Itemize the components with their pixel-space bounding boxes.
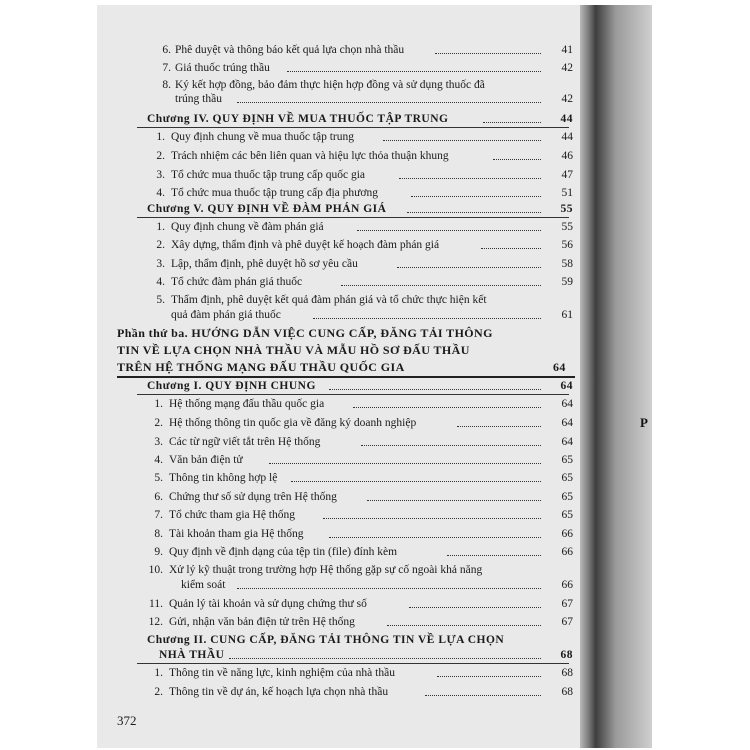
dot-leader bbox=[383, 130, 541, 141]
dot-leader bbox=[435, 43, 541, 54]
entry-title: Tổ chức mua thuốc tập trung cấp quốc gia bbox=[171, 169, 366, 181]
dot-leader bbox=[493, 149, 541, 160]
entry-page: 42 bbox=[561, 93, 573, 105]
entry-page: 65 bbox=[561, 472, 573, 484]
entry-number: 5. bbox=[156, 294, 165, 306]
entry-title-line2: trúng thầu bbox=[175, 93, 222, 105]
entry-title: Ký kết hợp đồng, bảo đảm thực hiện hợp đồng và sử dụng thuốc đã bbox=[175, 79, 485, 91]
entry-page: 56 bbox=[561, 239, 573, 251]
entry-page: 51 bbox=[561, 187, 573, 199]
entry-page: 66 bbox=[561, 528, 573, 540]
chapter-page: 55 bbox=[560, 203, 573, 215]
chapter-title-line2: NHÀ THẦU bbox=[159, 649, 225, 661]
chapter-rule bbox=[137, 663, 569, 664]
entry-number: 3. bbox=[154, 436, 163, 448]
entry-number: 4. bbox=[154, 454, 163, 466]
dot-leader bbox=[457, 416, 541, 427]
entry-number: 1. bbox=[156, 131, 165, 143]
dot-leader bbox=[357, 220, 541, 231]
entry-page: 61 bbox=[561, 309, 573, 321]
entry-page: 67 bbox=[561, 616, 573, 628]
dot-leader bbox=[481, 238, 541, 249]
part-rule bbox=[117, 376, 575, 378]
entry-title: Thẩm định, phê duyệt kết quả đàm phán giá và tổ chức thực hiện kết bbox=[171, 294, 487, 306]
dot-leader bbox=[341, 275, 541, 286]
chapter-title: Chương IV. QUY ĐỊNH VỀ MUA THUỐC TẬP TRUNG bbox=[147, 113, 449, 125]
entry-page: 46 bbox=[561, 150, 573, 162]
dot-leader bbox=[397, 257, 541, 268]
dot-leader bbox=[323, 508, 541, 519]
dot-leader bbox=[313, 308, 541, 319]
entry-page: 65 bbox=[561, 509, 573, 521]
entry-title: Phê duyệt và thông báo kết quả lựa chọn nhà thầu bbox=[175, 44, 405, 56]
chapter-rule bbox=[137, 394, 569, 395]
book-page bbox=[97, 5, 585, 748]
dot-leader bbox=[237, 578, 541, 589]
entry-page: 64 bbox=[561, 398, 573, 410]
entry-number: 7. bbox=[162, 62, 171, 74]
entry-number: 3. bbox=[156, 169, 165, 181]
dot-leader bbox=[411, 186, 541, 197]
entry-page: 44 bbox=[561, 131, 573, 143]
dot-leader bbox=[329, 379, 541, 390]
entry-number: 1. bbox=[154, 398, 163, 410]
entry-title: Tài khoản tham gia Hệ thống bbox=[169, 528, 304, 540]
entry-number: 5. bbox=[154, 472, 163, 484]
dot-leader bbox=[409, 597, 541, 608]
entry-page: 65 bbox=[561, 454, 573, 466]
entry-number: 8. bbox=[154, 528, 163, 540]
dot-leader bbox=[447, 545, 541, 556]
entry-title: Hệ thống mạng đấu thầu quốc gia bbox=[169, 398, 325, 410]
entry-title: Xây dựng, thẩm định và phê duyệt kế hoạch đàm phán giá bbox=[171, 239, 440, 251]
dot-leader bbox=[237, 92, 541, 103]
entry-page: 41 bbox=[561, 44, 573, 56]
entry-number: 11. bbox=[149, 598, 163, 610]
part-heading-line1: Phần thứ ba. HƯỚNG DẪN VIỆC CUNG CẤP, ĐĂNG TẢI THÔNG bbox=[117, 326, 493, 340]
entry-title: Tổ chức tham gia Hệ thống bbox=[169, 509, 295, 521]
page-number: 372 bbox=[117, 713, 137, 728]
entry-title: Tổ chức mua thuốc tập trung cấp địa phương bbox=[171, 187, 378, 199]
entry-title: Chứng thư số sử dụng trên Hệ thống bbox=[169, 491, 337, 503]
dot-leader bbox=[361, 435, 541, 446]
entry-number: 3. bbox=[156, 258, 165, 270]
part-heading-line2: TIN VỀ LỰA CHỌN NHÀ THẦU VÀ MẪU HỒ SƠ ĐẤU THẦU bbox=[117, 343, 470, 357]
entry-title: Quy định về định dạng của tệp tin (file) đính kèm bbox=[169, 546, 398, 558]
entry-page: 67 bbox=[561, 598, 573, 610]
entry-title: Các từ ngữ viết tắt trên Hệ thống bbox=[169, 436, 321, 448]
entry-page: 66 bbox=[561, 546, 573, 558]
entry-title: Quản lý tài khoản và sử dụng chứng thư số bbox=[169, 598, 367, 610]
dot-leader bbox=[425, 685, 541, 696]
entry-title: Văn bản điện tử bbox=[169, 454, 243, 466]
entry-number: 9. bbox=[154, 546, 163, 558]
entry-number: 10. bbox=[148, 564, 163, 576]
entry-page: 47 bbox=[561, 169, 573, 181]
entry-number: 2. bbox=[156, 150, 165, 162]
dot-leader bbox=[291, 471, 541, 482]
entry-number: 4. bbox=[156, 187, 165, 199]
dot-leader bbox=[269, 453, 541, 464]
dot-leader bbox=[407, 202, 541, 213]
chapter-page: 44 bbox=[560, 113, 573, 125]
entry-title: Lập, thẩm định, phê duyệt hồ sơ yêu cầu bbox=[171, 258, 358, 270]
entry-title: Thông tin về dự án, kế hoạch lựa chọn nhà thầu bbox=[169, 686, 389, 698]
entry-title: Trách nhiệm các bên liên quan và hiệu lực thỏa thuận khung bbox=[171, 150, 449, 162]
chapter-title: Chương I. QUY ĐỊNH CHUNG bbox=[147, 380, 316, 392]
entry-number: 1. bbox=[154, 667, 163, 679]
chapter-page: 68 bbox=[560, 649, 573, 661]
entry-title: Giá thuốc trúng thầu bbox=[175, 62, 270, 74]
entry-number: 1. bbox=[156, 221, 165, 233]
dot-leader bbox=[329, 527, 541, 538]
entry-page: 55 bbox=[561, 221, 573, 233]
entry-number: 12. bbox=[148, 616, 163, 628]
chapter-title: Chương II. CUNG CẤP, ĐĂNG TẢI THÔNG TIN VỀ LỰA CHỌN bbox=[147, 634, 505, 646]
entry-number: 7. bbox=[154, 509, 163, 521]
entry-number: 6. bbox=[154, 491, 163, 503]
dot-leader bbox=[287, 61, 541, 72]
entry-number: 2. bbox=[154, 686, 163, 698]
part-heading-line3: TRÊN HỆ THỐNG MẠNG ĐẤU THẦU QUỐC GIA bbox=[117, 360, 405, 374]
entry-page: 59 bbox=[561, 276, 573, 288]
entry-title: Thông tin không hợp lệ bbox=[169, 472, 278, 484]
adjacent-page bbox=[596, 5, 652, 748]
entry-title: Tổ chức đàm phán giá thuốc bbox=[171, 276, 303, 288]
dot-leader bbox=[437, 666, 541, 677]
entry-number: 4. bbox=[156, 276, 165, 288]
entry-title: Xử lý kỹ thuật trong trường hợp Hệ thống gặp sự cố ngoài khả năng bbox=[169, 564, 483, 576]
entry-page: 66 bbox=[561, 579, 573, 591]
chapter-page: 64 bbox=[560, 380, 573, 392]
entry-page: 58 bbox=[561, 258, 573, 270]
dot-leader bbox=[483, 112, 541, 123]
entry-title: Quy định chung về mua thuốc tập trung bbox=[171, 131, 355, 143]
entry-page: 65 bbox=[561, 491, 573, 503]
entry-title-line2: quả đàm phán giá thuốc bbox=[171, 309, 281, 321]
dot-leader bbox=[229, 648, 541, 659]
entry-page: 64 bbox=[561, 417, 573, 429]
entry-page: 68 bbox=[561, 686, 573, 698]
dot-leader bbox=[399, 168, 541, 179]
entry-title: Thông tin về năng lực, kinh nghiệm của nhà thầu bbox=[169, 667, 395, 679]
entry-page: 64 bbox=[561, 436, 573, 448]
dot-leader bbox=[353, 397, 541, 408]
entry-title: Gửi, nhận văn bản điện tử trên Hệ thống bbox=[169, 616, 355, 628]
entry-page: 68 bbox=[561, 667, 573, 679]
entry-title-line2: kiểm soát bbox=[181, 579, 226, 591]
entry-number: 6. bbox=[162, 44, 171, 56]
adjacent-page-letter: P bbox=[640, 415, 648, 430]
chapter-title: Chương V. QUY ĐỊNH VỀ ĐÀM PHÁN GIÁ bbox=[147, 203, 387, 215]
chapter-rule bbox=[137, 217, 569, 218]
entry-number: 8. bbox=[162, 79, 171, 91]
book-gutter bbox=[580, 5, 596, 748]
entry-number: 2. bbox=[154, 417, 163, 429]
part-page: 64 bbox=[553, 360, 566, 374]
dot-leader bbox=[387, 615, 541, 626]
chapter-rule bbox=[137, 127, 569, 128]
dot-leader bbox=[367, 490, 541, 501]
entry-title: Hệ thống thông tin quốc gia về đăng ký doanh nghiệp bbox=[169, 417, 417, 429]
entry-page: 42 bbox=[561, 62, 573, 74]
entry-title: Quy định chung về đàm phán giá bbox=[171, 221, 324, 233]
entry-number: 2. bbox=[156, 239, 165, 251]
